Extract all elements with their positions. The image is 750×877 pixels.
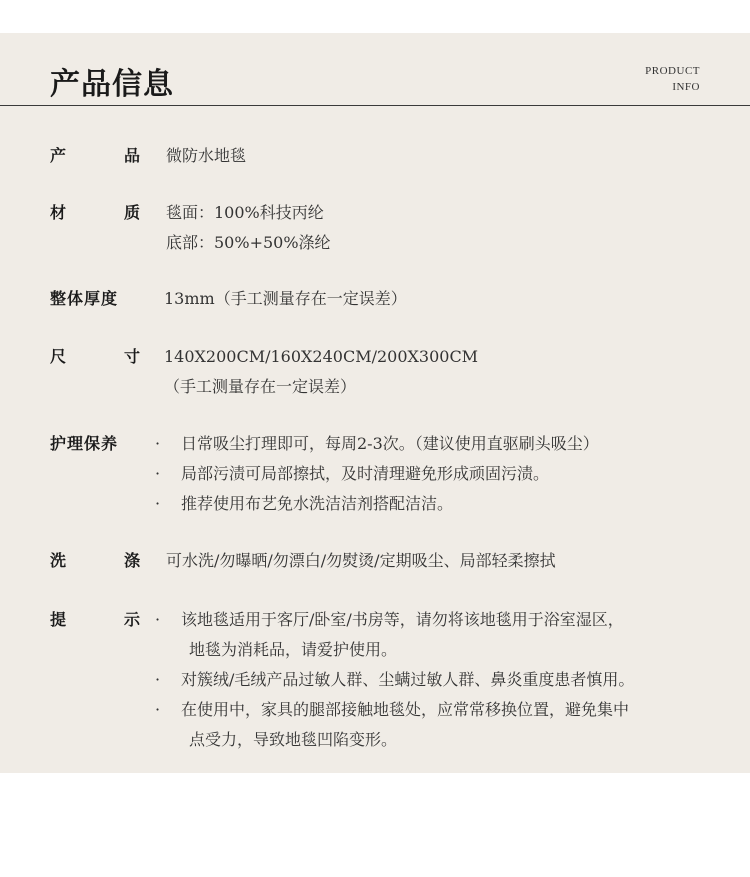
row-value — [166, 198, 706, 258]
row-label — [50, 546, 140, 576]
label-char: 涤 — [123, 551, 140, 570]
row-label: 护理保养 — [50, 434, 119, 453]
row-label — [50, 141, 140, 171]
list-item — [155, 489, 715, 519]
value-line: 底部：50%+50%涤纶 — [166, 233, 331, 252]
label-char: 品 — [123, 146, 140, 165]
care-list — [155, 429, 715, 519]
product-info-panel — [0, 33, 750, 773]
bullet-icon: · — [155, 464, 161, 483]
row-label — [50, 342, 140, 372]
list-item — [155, 665, 715, 695]
bullet-icon: · — [155, 494, 161, 513]
bullet-icon: · — [155, 434, 161, 453]
list-item-text: 日常吸尘打理即可，每周2-3次。（建议使用直驱刷头吸尘） — [181, 434, 599, 453]
list-item-text: 推荐使用布艺免水洗洁洁剂搭配洁洁。 — [181, 494, 454, 513]
bullet-icon: · — [155, 610, 161, 629]
label-char: 材 — [50, 203, 67, 222]
english-subtitle-line2: INFO — [672, 81, 700, 93]
list-item-continuation: 地毯为消耗品，请爱护使用。 — [189, 640, 398, 659]
row-value — [166, 546, 706, 576]
list-item — [155, 605, 715, 635]
list-item-text: 在使用中，家具的腿部接触地毯处，应常常移换位置，避免集中 — [181, 700, 630, 719]
row-label — [50, 198, 140, 228]
row-label: 整体厚度 — [50, 289, 119, 308]
row-label — [50, 605, 140, 635]
row-value — [166, 141, 706, 171]
label-char: 产 — [50, 146, 67, 165]
list-item-text: 局部污渍可局部擦拭，及时清理避免形成顽固污渍。 — [181, 464, 550, 483]
header-divider — [0, 105, 750, 106]
value-line: （手工测量存在一定误差） — [164, 377, 357, 396]
list-item-continuation: 点受力，导致地毯凹陷变形。 — [189, 730, 398, 749]
bullet-icon: · — [155, 700, 161, 719]
page-title: 产品信息 — [50, 67, 174, 102]
label-char: 尺 — [50, 347, 67, 366]
list-item — [155, 695, 715, 725]
row-value — [164, 284, 704, 314]
bullet-icon: · — [155, 670, 161, 689]
label-char: 质 — [123, 203, 140, 222]
tips-list — [155, 605, 715, 755]
value-line: 微防水地毯 — [166, 146, 247, 165]
list-item — [155, 429, 715, 459]
label-char: 洗 — [50, 551, 67, 570]
value-line: 13mm（手工测量存在一定误差） — [164, 289, 407, 308]
label-char: 示 — [123, 610, 140, 629]
list-item-text: 该地毯适用于客厅/卧室/书房等，请勿将该地毯用于浴室湿区， — [181, 610, 624, 629]
label-char: 提 — [50, 610, 67, 629]
list-item — [155, 459, 715, 489]
list-item-text: 对簇绒/毛绒产品过敏人群、尘螨过敏人群、鼻炎重度患者慎用。 — [181, 670, 635, 689]
row-value — [164, 342, 704, 402]
value-line: 可水洗/勿曝晒/勿漂白/勿熨烫/定期吸尘、局部轻柔擦拭 — [166, 551, 556, 570]
label-char: 寸 — [123, 347, 140, 366]
value-line: 140X200CM/160X240CM/200X300CM — [164, 347, 479, 366]
value-line: 毯面：100%科技丙纶 — [166, 203, 324, 222]
english-subtitle — [645, 63, 700, 95]
english-subtitle-line1: PRODUCT — [645, 65, 700, 77]
